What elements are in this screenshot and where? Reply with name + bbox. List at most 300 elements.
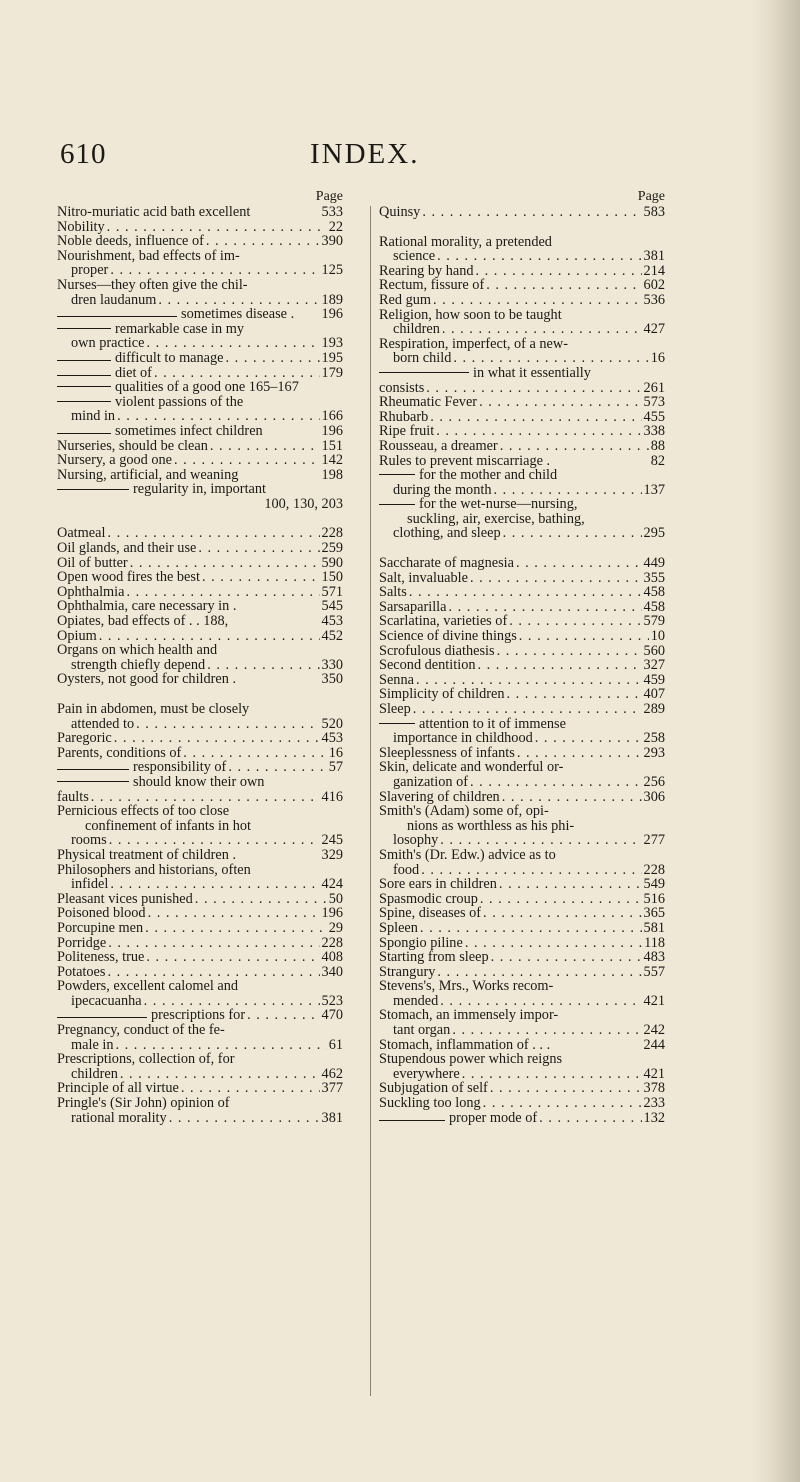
index-entry [379,1081,665,1096]
dot-leader [207,658,319,673]
ditto-rule [57,1017,147,1018]
entry-text: importance in childhood [393,730,533,747]
dot-leader [486,278,641,293]
index-entry [57,877,343,892]
index-entry [57,746,343,761]
index-entry [379,658,665,673]
entry-page-number: 516 [643,890,665,907]
entry-page-number: 560 [643,642,665,659]
entry-text: Pleasant vices punished [57,890,193,907]
dot-leader [210,439,320,454]
dot-leader [148,906,320,921]
ditto-rule [57,375,111,376]
entry-text: Porcupine men [57,919,144,936]
entry-text: Spine, diseases of [379,905,482,922]
dot-leader [198,541,319,556]
entry-page-number: 166 [321,408,343,425]
index-entry [379,235,665,250]
entry-text: Nobility [57,218,105,235]
entry-text: faults [57,788,89,805]
entry-text: Nursing, artificial, and weaning [57,466,239,483]
entry-text: regularity in, important [133,481,267,498]
entry-page-number: 381 [321,1109,343,1126]
entry-page-number: 295 [643,525,665,542]
entry-page-number: 189 [321,291,343,308]
index-entry [379,892,665,907]
index-entry [379,746,665,761]
entry-page-number: 289 [643,701,665,717]
index-entry [57,439,343,454]
dot-leader [146,336,319,351]
index-entry [57,468,343,483]
column-page-label: Page [637,189,665,204]
entry-page-number: 61 [328,1036,343,1053]
entry-text: qualities of a good one 165–167 [115,379,299,396]
index-entry [379,819,665,834]
dot-leader [436,424,641,439]
entry-page-number: 261 [643,379,665,396]
dot-leader [174,453,320,468]
entry-text: Philosophers and historians, often [57,861,251,878]
entry-text: male in [71,1036,114,1053]
index-entry [57,760,343,775]
entry-page-number: 483 [643,949,665,966]
index-entry [379,614,665,629]
dot-leader [480,892,642,907]
index-entry [57,556,343,571]
index-entry [379,278,665,293]
dot-leader [108,936,319,951]
dot-leader [497,644,642,659]
index-entry [379,556,665,571]
entry-page-number: 533 [321,204,343,220]
dot-leader [195,892,327,907]
entry-text: Ophthalmia, care necessary in . [57,598,237,615]
entry-page-number: 581 [643,919,665,936]
entry-page-number: 259 [321,540,343,557]
entry-page-number: 579 [643,613,665,630]
entry-text: Pringle's (Sir John) opinion of [57,1095,230,1112]
entry-page-number: 233 [643,1095,665,1112]
entry-text: everywhere [393,1065,460,1082]
entry-text: Sleeplessness of infants [379,744,515,761]
entry-page-number: 214 [643,262,665,279]
ditto-rule [57,489,129,490]
dot-leader [181,1081,320,1096]
entry-text: difficult to manage [115,349,224,366]
index-entry [379,702,665,717]
dot-leader [107,526,319,541]
dot-leader [491,950,642,965]
entry-page-number: 424 [321,876,343,893]
entry-page-number: 573 [643,394,665,411]
column-page-label: Page [315,189,343,204]
index-entry [57,994,343,1009]
entry-page-number: 378 [643,1080,665,1097]
entry-page-number: 520 [321,715,343,732]
ditto-rule [379,1120,445,1121]
dot-leader [433,293,642,308]
index-entry [379,395,665,410]
index-entry [57,643,343,658]
dot-leader [453,351,648,366]
entry-page-number: 453 [321,613,343,630]
dot-leader [499,877,642,892]
index-entry [57,629,343,644]
entry-text: Opiates, bad effects of . . 188, [57,613,229,630]
index-entry [379,308,665,323]
entry-page-number: 452 [321,627,343,644]
index-entry [57,863,343,878]
entry-page-number: 390 [321,233,343,250]
entry-page-number: 50 [328,890,343,907]
index-entry [57,658,343,673]
index-entry [57,249,343,264]
ditto-rule [57,769,129,770]
entry-text: Prescriptions, collection of, for [57,1051,235,1068]
index-entry [379,512,665,527]
index-entry [379,790,665,805]
entry-text: Red gum [379,291,432,308]
entry-text: Oysters, not good for children . [57,671,237,688]
entry-page-number: 377 [321,1080,343,1097]
index-entry [379,936,665,951]
dot-leader [146,950,319,965]
dot-leader [500,439,649,454]
entry-text: Open wood fires the best [57,569,200,586]
dot-leader [158,293,319,308]
entry-page-number: 82 [650,452,665,469]
entry-text: Rheumatic Fever [379,394,478,411]
entry-page-number: 470 [321,1007,343,1024]
entry-text: 100, 130, 203 [264,495,343,512]
index-entry [379,979,665,994]
entry-page-number: 137 [643,481,665,498]
index-entry [57,921,343,936]
entry-text: tant organ [393,1022,451,1039]
entry-text: Organs on which health and [57,642,218,659]
index-entry [379,833,665,848]
index-entry [379,1023,665,1038]
index-entry [57,1081,343,1096]
dot-leader [115,1038,326,1053]
index-entry [57,541,343,556]
entry-page-number: 427 [643,321,665,338]
index-entry [379,1067,665,1082]
index-entry [57,1052,343,1067]
entry-page-number: 306 [643,788,665,805]
entry-text: attention to it of immense [419,715,566,732]
index-entry [57,366,343,381]
entry-page-number: 293 [643,744,665,761]
index-entry [57,599,343,614]
index-entry [379,950,665,965]
dot-leader [99,629,320,644]
index-entry [57,307,343,322]
dot-leader [110,877,319,892]
index-entry [379,1111,665,1126]
index-entry [57,1008,343,1023]
index-entry [379,921,665,936]
entry-page-number: 458 [643,598,665,615]
index-entry [57,804,343,819]
dot-leader [502,790,642,805]
index-entry [379,906,665,921]
dot-leader [226,351,320,366]
index-entry [57,322,343,337]
entry-text: Ophthalmia [57,583,125,600]
index-entry [57,906,343,921]
entry-page-number: 242 [643,1022,665,1039]
entry-page-number: 590 [321,554,343,571]
entry-text: Nitro-muriatic acid bath excellent [57,204,251,220]
entry-text: Poisoned blood [57,905,146,922]
entry-page-number: 196 [321,306,343,323]
entry-page-number: 458 [643,584,665,601]
index-entry [379,804,665,819]
entry-text: sometimes disease . [181,306,295,323]
entry-page-number: 150 [321,569,343,586]
entry-text: nions as worthless as his phi- [407,817,575,834]
dot-leader [183,746,326,761]
index-entry [57,979,343,994]
entry-page-number: 196 [321,905,343,922]
entry-page-number: 329 [321,846,343,863]
dot-leader [465,936,642,951]
dot-leader [144,994,320,1009]
dot-leader [452,1023,641,1038]
entry-text: mind in [71,408,116,425]
index-entry [57,1111,343,1126]
entry-page-number: 602 [643,277,665,294]
index-entry [379,673,665,688]
entry-text: Spongio piline [379,934,463,951]
ditto-rule [57,328,111,329]
entry-page-number: 523 [321,992,343,1009]
index-entry [379,1008,665,1023]
index-entry [379,760,665,775]
entry-text: Spleen [379,919,418,936]
dot-leader [110,263,319,278]
index-entry [57,497,343,512]
entry-text: Science of divine things [379,628,517,645]
index-entry [57,1096,343,1111]
entry-text: rooms [71,832,107,849]
index-entry [57,263,343,278]
index-entry [57,278,343,293]
index-entry [57,1023,343,1038]
dot-leader [449,600,642,615]
dot-leader [462,1067,642,1082]
index-entry [57,380,343,395]
entry-text: Pernicious effects of too close [57,803,230,820]
entry-page-number: 340 [321,963,343,980]
dot-leader [91,790,320,805]
page-number: 610 [60,138,107,170]
entry-text: Nourishment, bad effects of im- [57,247,240,264]
dot-leader [114,731,320,746]
entry-text: for the mother and child [419,467,558,484]
entry-page-number: 16 [650,350,665,367]
entry-page-number: 571 [321,583,343,600]
entry-text: ganization of [393,773,469,790]
entry-page-number: 365 [643,905,665,922]
entry-page-number: 350 [321,671,343,688]
entry-text: Rational morality, a pretended [379,233,552,250]
entry-text: consists [379,379,425,396]
index-entry [57,965,343,980]
dot-leader [154,366,320,381]
entry-text: proper mode of [449,1109,538,1126]
entry-text: Rectum, fissure of [379,277,485,294]
entry-text: Powders, excellent calomel and [57,978,239,995]
dot-leader [127,585,320,600]
entry-text: Senna [379,671,414,688]
column-divider [370,206,371,1396]
entry-page-number: 142 [321,452,343,469]
entry-page-number: 125 [321,262,343,279]
entry-page-number: 583 [643,204,665,220]
dot-leader [470,571,642,586]
entry-page-number: 244 [643,1036,665,1053]
entry-page-number: 330 [321,656,343,673]
entry-text: Potatoes [57,963,106,980]
entry-text: clothing, and sleep [393,525,501,542]
dot-leader [516,556,642,571]
index-entry [379,600,665,615]
entry-page-number: 449 [643,555,665,572]
entry-text: Smith's (Adam) some of, opi- [379,803,549,820]
entry-text: Skin, delicate and wonderful or- [379,759,564,776]
entry-text: mended [393,992,439,1009]
index-entry [57,409,343,424]
entry-page-number: 557 [643,963,665,980]
entry-text: children [71,1065,118,1082]
entry-text: Salts [379,584,407,601]
entry-text: prescriptions for [151,1007,246,1024]
index-entry [57,220,343,235]
entry-page-number: 118 [644,934,665,951]
entry-page-number: 193 [321,335,343,352]
index-entry [379,337,665,352]
dot-leader [206,234,320,249]
entry-text: infidel [71,876,109,893]
index-entry [57,614,343,629]
entry-text: Scrofulous diathesis [379,642,495,659]
entry-text: sometimes infect children [115,422,263,439]
ditto-rule [57,433,111,434]
entry-page-number: 453 [321,730,343,747]
ditto-rule [57,401,111,402]
entry-text: Salt, invaluable [379,569,468,586]
entry-text: Stomach, an immensely impor- [379,1007,559,1024]
index-entry [57,731,343,746]
ditto-rule [379,723,415,724]
index-entry [57,482,343,497]
entry-text: Stomach, inflammation of . . . [379,1036,551,1053]
dot-leader [145,921,327,936]
index-entry [379,687,665,702]
entry-text: Smith's (Dr. Edw.) advice as to [379,846,556,863]
entry-page-number: 545 [321,598,343,615]
index-entry [57,950,343,965]
entry-text: Parents, conditions of [57,744,182,761]
entry-page-number: 381 [643,248,665,265]
entry-text: Rousseau, a dreamer [379,437,498,454]
entry-text: Respiration, imperfect, of a new- [379,335,568,352]
entry-page-number: 151 [321,437,343,454]
index-entry [379,848,665,863]
entry-page-number: 416 [321,788,343,805]
entry-text: diet of [115,364,152,381]
index-entry [57,1038,343,1053]
index-entry [379,994,665,1009]
entry-text: Politeness, true [57,949,145,966]
dot-leader [506,687,641,702]
entry-page-number: 536 [643,291,665,308]
dot-leader [136,717,319,732]
entry-page-number: 228 [321,525,343,542]
page-title: INDEX. [310,138,420,170]
entry-text: Sleep [379,701,411,717]
index-entry [379,571,665,586]
index-entry [379,293,665,308]
index-entry [57,234,343,249]
ditto-rule [379,372,469,373]
entry-text: Slavering of children [379,788,500,805]
index-entry [379,468,665,483]
index-entry [379,424,665,439]
dot-leader [422,205,641,220]
index-entry [57,205,343,220]
entry-text: Nurses—they often give the chil- [57,276,248,293]
dot-leader [503,526,642,541]
entry-text: Quinsy [379,204,421,220]
entry-page-number: 179 [321,364,343,381]
index-entry [57,672,343,687]
index-entry [379,585,665,600]
entry-page-number: 132 [643,1109,665,1126]
entry-page-number: 196 [321,422,343,439]
index-entry [379,717,665,732]
entry-page-number: 245 [321,832,343,849]
index-entry [57,395,343,410]
entry-page-number: 462 [321,1065,343,1082]
entry-page-number: 22 [328,218,343,235]
entry-text: Stevens's, Mrs., Works recom- [379,978,554,995]
entry-page-number: 10 [650,628,665,645]
entry-text: Principle of all virtue [57,1080,179,1097]
dot-leader [437,249,641,264]
entry-text: Nurseries, should be clean [57,437,208,454]
index-entry [379,644,665,659]
entry-text: Noble deeds, influence of [57,233,204,250]
index-entry [57,453,343,468]
entry-text: Opium [57,627,97,644]
dot-leader [416,673,642,688]
entry-text: should know their own [133,773,265,790]
entry-text: Subjugation of self [379,1080,488,1097]
dot-leader [442,322,642,337]
dot-leader [409,585,642,600]
dot-leader [478,658,642,673]
entry-text: Ripe fruit [379,423,435,440]
index-entry [379,483,665,498]
dot-leader [117,409,319,424]
index-entry [57,1067,343,1082]
entry-page-number: 228 [643,861,665,878]
entry-text: remarkable case in my [115,320,245,337]
